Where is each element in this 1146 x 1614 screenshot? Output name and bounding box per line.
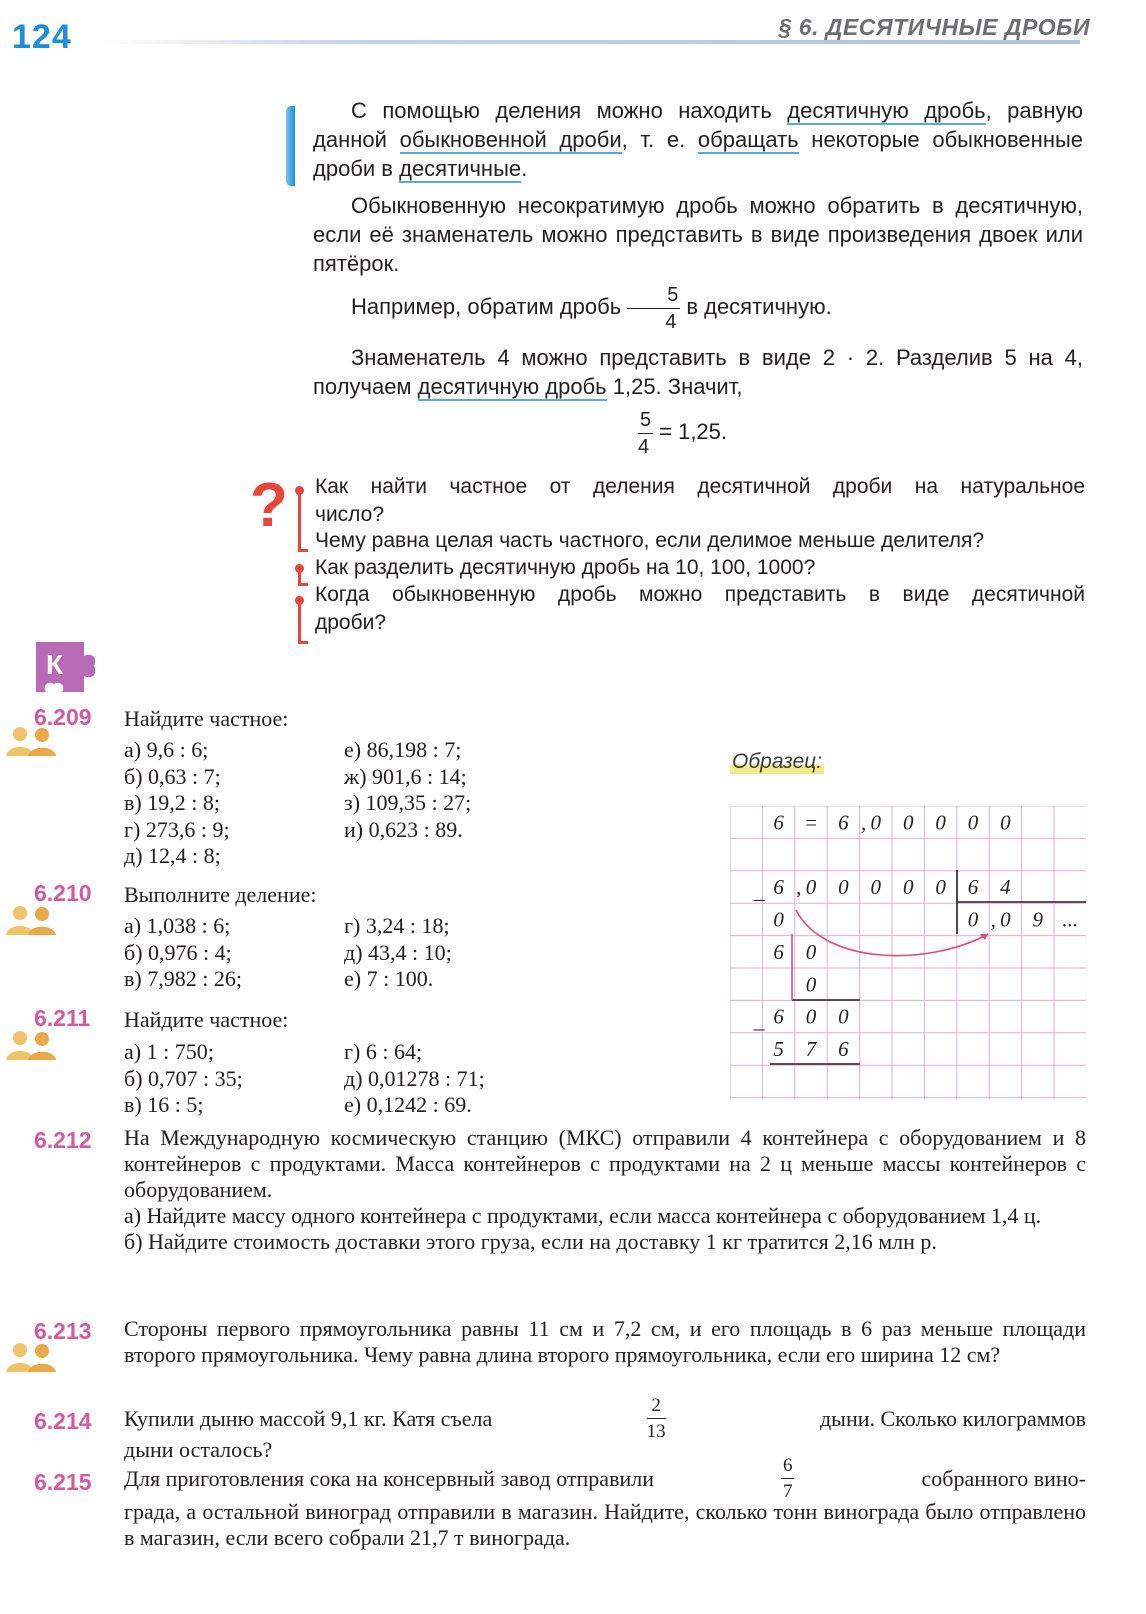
- definition-paragraph: [313, 96, 1083, 183]
- example-paragraph: [313, 283, 1083, 332]
- quotient-digit: 0: [967, 907, 979, 932]
- exercise-item: д) 0,01278 : 71;: [344, 1065, 485, 1091]
- quotient-digit: ...: [1062, 907, 1079, 932]
- exercise-column-left: [124, 913, 242, 993]
- formula: [638, 406, 838, 458]
- exercise-text: [124, 1125, 1086, 1255]
- exercise-number: 6.212: [34, 1127, 92, 1153]
- remainder-digit: 6: [773, 939, 784, 964]
- text-run: некоторые обыкновенные дроби в: [313, 127, 1084, 181]
- exercise-text: [124, 1456, 1086, 1551]
- dividend-digit: 0: [805, 875, 817, 900]
- exercise-paragraph: Стороны первого прямоугольника равны 11 см и 7,2 см, и его площадь в 6 раз меньше площади второго прямоугольника. Чему равна длина второго прямоугольника, если его ширина 12 см?: [124, 1316, 1086, 1367]
- fraction-denominator: 4: [638, 435, 650, 458]
- fraction-numerator: 5: [627, 285, 680, 309]
- question-4: Когда обыкновенную дробь можно представить в виде десятичной: [315, 583, 1085, 606]
- exercise-item: б) 0,707 : 35;: [124, 1065, 243, 1091]
- divisor-digit: 4: [1000, 875, 1011, 900]
- quotient-digit: ,: [990, 907, 996, 932]
- dividend-digit: 0: [902, 875, 914, 900]
- pair-work-icon: [6, 905, 58, 935]
- exercise-paragraph: а) Найдите массу одного контейнера с продуктами, если масса контейнера с оборудованием 1,4 ц.: [124, 1203, 1042, 1228]
- text-run: , т. е.: [621, 127, 698, 152]
- exercise-title: Найдите частное:: [124, 706, 289, 731]
- fraction-numerator: 6: [781, 1456, 795, 1479]
- exercise-text: [124, 1316, 1086, 1368]
- sample-glyph: 0: [870, 810, 882, 835]
- exercise-item: г) 3,24 : 18;: [344, 913, 450, 938]
- minus-sign: –: [753, 1016, 765, 1041]
- exercise-column-left: [124, 1039, 243, 1119]
- rule-paragraph: Обыкновенную несократимую дробь можно обратить в десятичную, если её знаменатель можно представить в виде произведения двоек или пятёрок.: [313, 193, 1083, 276]
- exercise-item: в) 7,982 : 26;: [124, 966, 242, 991]
- exercise-column-right: [344, 913, 452, 993]
- text-run: Знаменатель 4 можно представить в виде 2 · 2. Разделив 5 на 4, получаем: [313, 345, 1083, 399]
- sample-label: Образец:: [732, 750, 823, 773]
- term-common-fraction: обыкновенной дроби: [399, 127, 622, 152]
- pair-work-icon: [6, 1342, 58, 1372]
- exercise-number: 6.214: [34, 1408, 92, 1434]
- fraction-numerator: 5: [638, 410, 653, 434]
- fraction-5-4: [638, 410, 653, 457]
- dividend-digit: ,: [796, 875, 802, 900]
- puzzle-k-icon: [32, 636, 98, 696]
- text-run: Купили дыню массой 9,1 кг. Катя съела: [124, 1405, 493, 1431]
- remainder-digit: 0: [773, 907, 784, 932]
- question-bracket: [298, 568, 308, 586]
- remainder-digit: 0: [838, 1004, 849, 1029]
- fraction-6-7: [781, 1456, 795, 1501]
- exercise-number: 6.213: [34, 1318, 92, 1344]
- subtrahend-digit: 6: [838, 1037, 849, 1062]
- remainder-digit: 0: [805, 1004, 817, 1029]
- exercise-line: [124, 1456, 1086, 1501]
- sample-glyph: 6: [773, 810, 784, 835]
- text-run: , равную данной: [313, 98, 1083, 152]
- subtrahend-digit: 5: [773, 1037, 784, 1062]
- text-run: собранного вино-: [921, 1465, 1086, 1491]
- text-run: дыни. Сколько килограммов: [819, 1405, 1086, 1431]
- exercise-item: д) 43,4 : 10;: [344, 939, 452, 965]
- sample-glyph: 0: [1000, 810, 1011, 835]
- remainder-digit: 0: [805, 939, 817, 964]
- exercise-item: ж) 901,6 : 14;: [344, 763, 467, 789]
- exercise-paragraph: б) Найдите стоимость доставки этого груза, если на доставку 1 кг тратится 2,16 млн р.: [124, 1229, 937, 1254]
- quotient-digit: 0: [1000, 907, 1011, 932]
- fraction-2-13: [647, 1396, 666, 1441]
- question-bracket: [298, 490, 308, 552]
- remainder-digit: 0: [805, 972, 817, 997]
- exercise-item: е) 86,198 : 7;: [344, 737, 462, 762]
- exercise-text: [124, 1396, 1086, 1463]
- division-lines: [770, 870, 1086, 1064]
- fraction-denominator: 13: [646, 1421, 666, 1442]
- term-decimal-fraction: десятичную дробь: [787, 98, 986, 123]
- text-run: Для приготовления сока на консервный завод отправили: [124, 1465, 654, 1491]
- exercise-paragraph: На Международную космическую станцию (МКС) отправили 4 контейнера с оборудованием и 8 контейнеров с продуктами. Масса контейнеров с продуктами на 2 ц меньше массы контейнеров с оборудованием.: [124, 1125, 1086, 1202]
- exercise-item: д) 12,4 : 8;: [124, 843, 221, 868]
- exercise-title: Найдите частное:: [124, 1007, 289, 1032]
- text-run: 1,25. Значит,: [606, 374, 743, 399]
- fraction-numerator: 2: [647, 1396, 666, 1419]
- subtrahend-digit: 7: [805, 1037, 817, 1062]
- minus-sign: –: [753, 886, 765, 911]
- exercise-number: 6.209: [34, 704, 92, 730]
- exercise-item: г) 273,6 : 9;: [124, 816, 230, 842]
- text-run: С помощью деления можно находить: [351, 98, 788, 123]
- exercise-paragraph: града, а остальной виноград отправили в магазин. Найдите, сколько тонн винограда было отправлено в магазин, если всего собрали 21,7 т винограда.: [124, 1499, 1086, 1550]
- pair-work-icon: [6, 1030, 58, 1060]
- divisor-digit: 6: [967, 875, 979, 900]
- dividend-digit: 0: [838, 875, 849, 900]
- question-1-cont: число?: [315, 503, 385, 526]
- question-2: Чему равна целая часть частного, если делимое меньше делителя?: [315, 529, 985, 552]
- exercise-column-right: [344, 1039, 485, 1119]
- long-division-sample: [730, 806, 1086, 1100]
- exercise-item: е) 7 : 100.: [344, 966, 434, 991]
- exercise-item: а) 1 : 750;: [124, 1039, 214, 1064]
- exercise-number: 6.211: [34, 1005, 91, 1031]
- question-1: Как найти частное от деления десятичной дроби на натуральное: [315, 475, 1085, 498]
- exercise-line: дыни осталось?: [124, 1437, 273, 1462]
- fraction-denominator: 4: [665, 310, 677, 333]
- badge-letter: К: [46, 649, 64, 680]
- text-run: Например, обратим дробь: [351, 294, 622, 319]
- exercise-item: б) 0,976 : 4;: [124, 939, 232, 965]
- remainder-digit: 6: [773, 1004, 784, 1029]
- exercise-number: 6.210: [34, 880, 92, 906]
- question-3: Как разделить десятичную дробь на 10, 100, 1000?: [315, 556, 816, 579]
- page-number: 124: [12, 18, 72, 56]
- exercise-column-left: [124, 737, 230, 870]
- sample-glyph: 6: [838, 810, 849, 835]
- dividend-digit: 0: [870, 875, 882, 900]
- text-run: .: [521, 156, 528, 181]
- term-decimals: десятичные: [399, 156, 522, 181]
- formula-result: = 1,25.: [659, 419, 728, 444]
- dividend-digit: 0: [935, 875, 946, 900]
- exercise-item: в) 19,2 : 8;: [124, 790, 220, 815]
- question-4-cont: дроби?: [315, 611, 387, 634]
- exercise-item: е) 0,1242 : 69.: [344, 1092, 472, 1117]
- sample-glyph: =: [803, 810, 819, 835]
- term-convert: обращать: [697, 127, 799, 152]
- exercise-item: з) 109,35 : 27;: [344, 790, 472, 815]
- dividend-digit: 6: [773, 875, 784, 900]
- term-decimal-fraction: десятичную дробь: [417, 374, 607, 399]
- exercise-item: в) 16 : 5;: [124, 1092, 204, 1117]
- exercise-item: б) 0,63 : 7;: [124, 763, 221, 789]
- exercise-title: Выполните деление:: [124, 882, 317, 907]
- exercise-number: 6.215: [34, 1469, 92, 1495]
- sample-glyph: 0: [935, 810, 946, 835]
- definition-marker: [286, 106, 295, 186]
- exercise-item: а) 9,6 : 6;: [124, 737, 209, 762]
- exercise-item: а) 1,038 : 6;: [124, 913, 231, 938]
- text-run: в десятичную.: [686, 294, 832, 319]
- sample-glyph: 0: [902, 810, 914, 835]
- section-title: § 6. ДЕСЯТИЧНЫЕ ДРОБИ: [778, 14, 1090, 40]
- sample-glyph: ,: [860, 810, 867, 835]
- exercise-item: и) 0,623 : 89.: [344, 816, 463, 842]
- explanation-paragraph: [313, 343, 1083, 401]
- question-bracket: [298, 600, 308, 644]
- quotient-digit: 9: [1032, 907, 1044, 932]
- fraction-denominator: 7: [782, 1481, 793, 1502]
- fraction-5-4: [627, 285, 680, 332]
- exercise-column-right: [344, 737, 471, 843]
- sample-glyph: 0: [967, 810, 979, 835]
- exercise-line: [124, 1396, 1086, 1441]
- question-mark-icon: ?: [250, 471, 288, 540]
- exercise-item: г) 6 : 64;: [344, 1039, 423, 1064]
